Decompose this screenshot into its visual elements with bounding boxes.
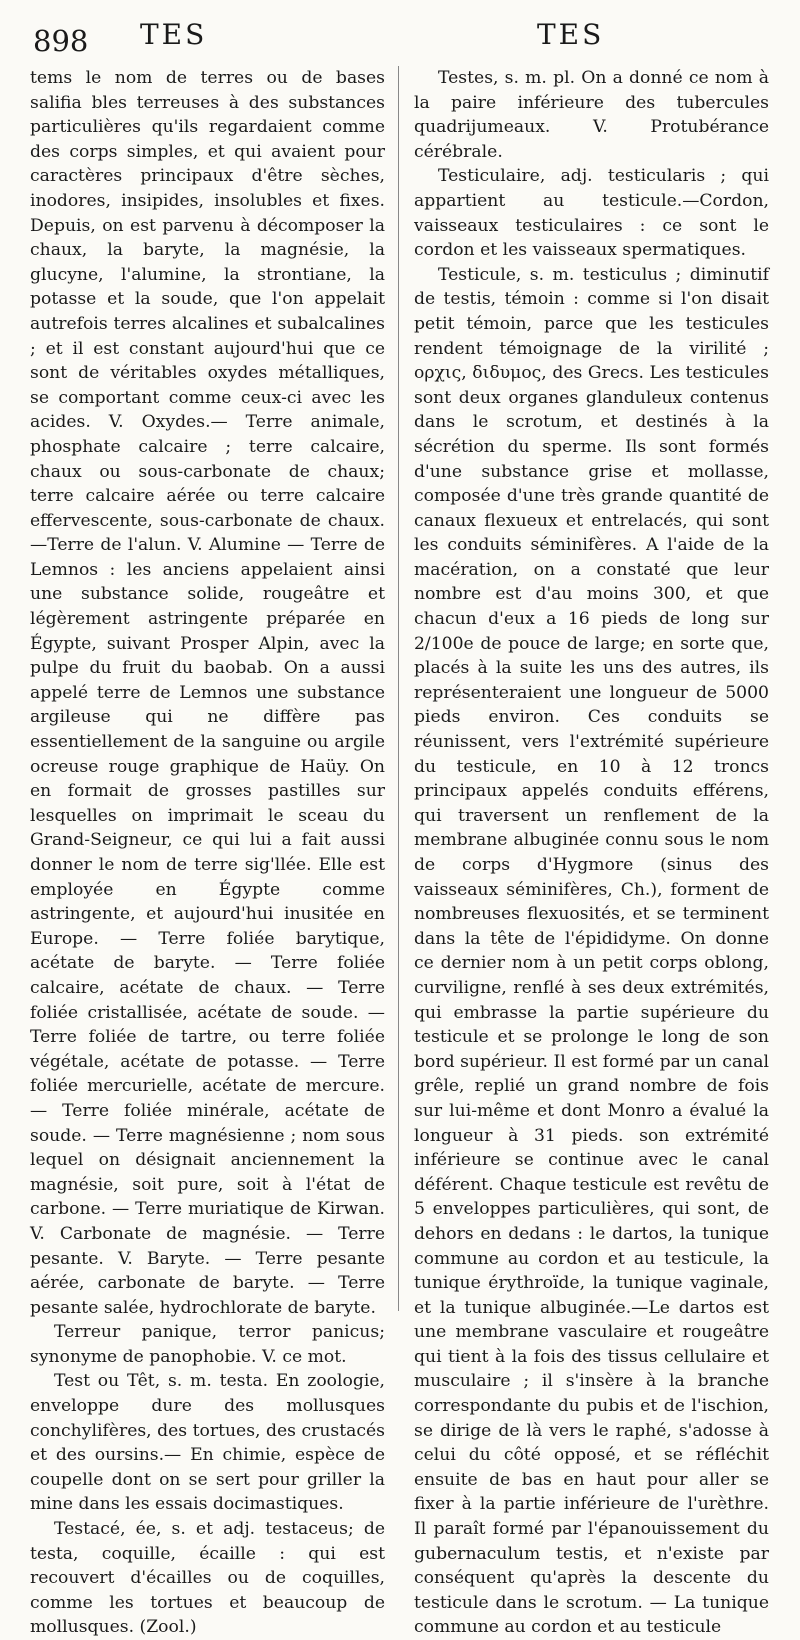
entry-testace: Testacé, ée, s. et adj. testaceus; de testa, coquille, écaille : qui est recouvert d'écailles ou de coquilles, comme les tortues et beaucoup de mollusques. (Zool.) xyxy=(30,1519,385,1638)
column-divider xyxy=(398,66,399,1311)
entry-terreur-panique: Terreur panique, terror panicus; synonyme de panophobie. V. ce mot. xyxy=(30,1322,385,1367)
right-column xyxy=(414,66,769,1640)
entry-testicule: Testicule, s. m. testiculus ; diminutif de testis, témoin : comme si l'on disait petit témoin, parce que les testicules rendent témoignage de la virilité ; ορχις, διδυμος, des Grecs. Les testicules sont deux organes glanduleux contenus dans le scrotum, et destinés à la sécrétion du sperme. Ils sont formés d'une substance grise et mollasse, composée d'une très grande quantité de canaux flexueux et entrelacés, qui sont les conduits séminifères. A l'aide de la macération, on a constaté que leur nombre est d'au moins 300, et que chacun d'eux a 16 pieds de long sur 2/100e de pouce de large; en sorte que, placés à la suite les uns des autres, ils représenteraient une longueur de 5000 pieds environ. Ces conduits se réunissent, vers l'extrémité supérieure du testicule, en 10 à 12 troncs principaux appelés conduits efférens, qui traversent un renflement de la membrane albuginée connu sous le nom de corps d'Hygmore (sinus des vaisseaux séminifères, Ch.), forment de nombreuses flexuosités, et se terminent dans la tête de l'épididyme. On donne ce dernier nom à un petit corps oblong, curviligne, renflé à ses deux extrémités, qui embrasse la partie supérieure du testicule et se prolonge le long de son bord supérieur. Il est formé par un canal grêle, replié un grand nombre de fois sur lui-même et dont Monro a évalué la longueur à 31 pieds. son extrémité inférieure se continue avec le canal déférent. Chaque testicule est revêtu de 5 enveloppes particulières, qui sont, de dehors en dedans : le dartos, la tunique commune au cordon et au testicule, la tunique érythroïde, la tunique vaginale, et la tunique albuginée.—Le dartos est une membrane vasculaire et rougeâtre qui tient à la fois des tissus cellulaire et musculaire ; il s'insère à la branche correspondante du pubis et de l'ischion, se dirige de là vers le raphé, s'adosse à celui du côté opposé, et se réfléchit ensuite de bas en haut pour aller se fixer à la partie inférieure de l'urèthre. Il paraît formé par l'épanouissement du gubernaculum testis, et n'existe par conséquent qu'après la descente du testicule dans le scrotum. — La tunique commune au cordon et au testicule xyxy=(414,264,769,1638)
entry-testes: Testes, s. m. pl. On a donné ce nom à la paire inférieure des tubercules quadrijumeaux. V. Protubérance cérébrale. xyxy=(414,68,769,162)
running-head-right: TES xyxy=(537,18,605,51)
running-head-left: TES xyxy=(140,18,208,51)
entry-test: Test ou Têt, s. m. testa. En zoologie, enveloppe dure des mollusques conchylifères, des tortues, des crustacés et des oursins.— En chimie, espèce de coupelle dont on se sert pour griller la mine dans les essais docimastiques. xyxy=(30,1371,385,1515)
entry-terre-continued: tems le nom de terres ou de bases salifia bles terreuses à des substances particulières qu'ils regardaient comme des corps simples, et qui avaient pour caractères principaux d'être sèches, inodores, insipides, insolubles et fixes. Depuis, on est parvenu à décomposer la chaux, la baryte, la magnésie, la glucyne, l'alumine, la strontiane, la potasse et la soude, que l'on appelait autrefois terres alcalines et subalcalines ; et il est constant aujourd'hui que ce sont de véritables oxydes métalliques, se comportant comme ceux-ci avec les acides. V. Oxydes.— Terre animale, phosphate calcaire ; terre calcaire, chaux ou sous-carbonate de chaux; terre calcaire aérée ou terre calcaire effervescente, sous-carbonate de chaux.—Terre de l'alun. V. Alumine — Terre de Lemnos : les anciens appelaient ainsi une substance solide, rougeâtre et légèrement astringente préparée en Égypte, suivant Prosper Alpin, avec la pulpe du fruit du baobab. On a aussi appelé terre de Lemnos une substance argileuse qui ne diffère pas essentiellement de la sanguine ou argile ocreuse rouge graphique de Haüy. On en formait de grosses pastilles sur lesquelles on imprimait le sceau du Grand-Seigneur, ce qui lui a fait aussi donner le nom de terre sig'llée. Elle est employée en Égypte comme astringente, et aujourd'hui inusitée en Europe. — Terre foliée barytique, acétate de baryte. — Terre foliée calcaire, acétate de chaux. — Terre foliée cristallisée, acétate de soude. — Terre foliée de tartre, ou terre foliée végétale, acétate de potasse. — Terre foliée mercurielle, acétate de mercure. — Terre foliée minérale, acétate de soude. — Terre magnésienne ; nom sous lequel on désignait anciennement la magnésie, soit pure, soit à l'état de carbone. — Terre muriatique de Kirwan. V. Carbonate de magnésie. — Terre pesante. V. Baryte. — Terre pesante aérée, carbonate de baryte. — Terre pesante salée, hydrochlorate de baryte. xyxy=(30,68,385,1318)
entry-testiculaire: Testiculaire, adj. testicularis ; qui appartient au testicule.—Cordon, vaisseaux testiculaires : ce sont le cordon et les vaisseaux spermatiques. xyxy=(414,166,769,261)
left-column xyxy=(30,66,385,1640)
page-number: 898 xyxy=(33,24,89,58)
